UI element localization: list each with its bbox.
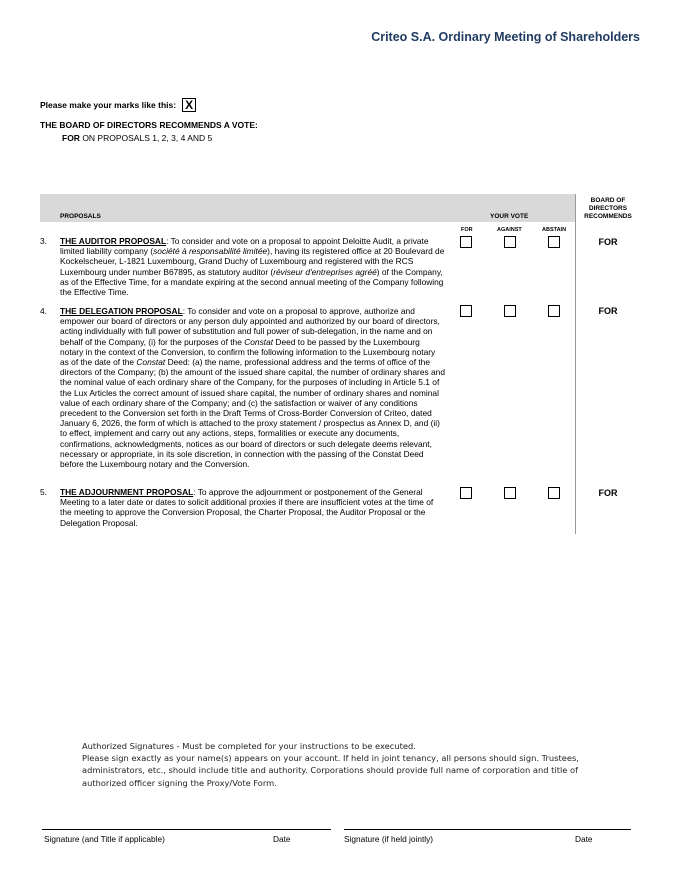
- proposal-body-italic: société à responsabilité limitée: [153, 246, 268, 257]
- board-header-line: BOARD OF: [590, 197, 626, 204]
- for-word: FOR: [62, 133, 80, 143]
- proposal-3-against-checkbox[interactable]: [504, 236, 516, 248]
- proposal-5-recommendation: FOR: [598, 488, 618, 498]
- proposal-text: [60, 236, 445, 297]
- board-recommends-column-header: [578, 197, 638, 221]
- proposal-4: [40, 306, 445, 469]
- proposal-5-against-checkbox[interactable]: [504, 487, 516, 499]
- proposal-4-for-checkbox[interactable]: [460, 305, 472, 317]
- proposal-body-italic: Constat: [136, 357, 166, 368]
- proposal-4-recommendation: FOR: [598, 306, 618, 316]
- proposals-column-header: PROPOSALS: [60, 213, 101, 220]
- proposal-body: ), having its registered office at 20 Boulevard de Kockelscheuer, L-1821 Luxembourg, Grand Duchy of Luxembourg and registered with the RCS Luxembourg under number B67895, as statutory auditor (: [60, 246, 445, 277]
- proposal-number: 3.: [40, 236, 47, 246]
- board-recommends-heading: THE BOARD OF DIRECTORS RECOMMENDS A VOTE:: [40, 120, 258, 130]
- proposal-text: [60, 487, 445, 528]
- proposal-title: THE DELEGATION PROPOSAL: [60, 306, 183, 316]
- board-header-line: RECOMMENDS: [584, 213, 632, 220]
- date-label-2: Date: [575, 834, 593, 844]
- abstain-column-label: ABSTAIN: [542, 227, 567, 233]
- proposal-3-recommendation: FOR: [598, 237, 618, 247]
- proposal-text: [60, 306, 445, 469]
- proposal-3-for-checkbox[interactable]: [460, 236, 472, 248]
- proposal-3-abstain-checkbox[interactable]: [548, 236, 560, 248]
- your-vote-column-header: YOUR VOTE: [490, 213, 529, 220]
- for-column-label: FOR: [461, 227, 473, 233]
- proposal-body: Deed: (a) the name, professional address and the terms of office of the directors of the Company; (b) the amount of the issued share capital, the number of ordinary shares and the nominal value of each ordinary share of the Company, for the purposes of including in Article 5.1 of the Lux Articles the correct amount of issued share capital, the number of ordinary shares and nominal value of each ordinary share of the Company; and (c) the satisfaction or waiver of any conditions precedent to the Conversion set forth in the Draft Terms of Cross-Border Conversion of Criteo, dated January 6, 2026, the form of which is attached to the proxy statement / prospectus as Annex D, and (ii) to effect, implement and carry out any actions, steps, formalities or execute any documents, confirmations, acknowledgments, notices as our board of directors or such delegate deems relevant, necessary or appropriate, in its sole discretion, in connection with the passing of the Constat Deed before the Luxembourg notary and the Conversion.: [60, 357, 445, 470]
- signature-note-line: Authorized Signatures - Must be completed for your instructions to be executed.: [82, 741, 416, 751]
- proposal-5: [40, 487, 445, 528]
- document-title: Criteo S.A. Ordinary Meeting of Shareholders: [371, 30, 640, 44]
- signature-note-paragraph: Please sign exactly as your name(s) appears on your account. If held in joint tenancy, all persons should sign. Trustees, administrators, etc., should include title and authority. Corporations should provide full name of corporation and title of authorized officer signing the Proxy/Vote Form.: [82, 753, 579, 788]
- proposal-number: 4.: [40, 306, 47, 316]
- proposal-4-abstain-checkbox[interactable]: [548, 305, 560, 317]
- marks-instruction: [40, 98, 196, 112]
- against-column-label: AGAINST: [497, 227, 522, 233]
- signature-label-2: Signature (if held jointly): [344, 834, 434, 844]
- proposal-number: 5.: [40, 487, 47, 497]
- example-mark-icon: X: [182, 98, 196, 112]
- signature-line-2[interactable]: [344, 829, 631, 830]
- board-header-line: DIRECTORS: [588, 205, 628, 212]
- proposal-body: Deed to be passed by the Luxembourg notary in the context of the Conversion, to confirm the following information to the Luxembourg notary as of the date of the: [60, 336, 436, 368]
- authorized-signatures-note: [82, 740, 602, 789]
- proposal-body: : To consider and vote on a proposal to appoint Deloitte Audit, a private limited liability company (: [60, 236, 429, 257]
- marks-label: Please make your marks like this:: [40, 100, 177, 110]
- for-rest: ON PROPOSALS 1, 2, 3, 4 AND 5: [79, 133, 213, 143]
- proposal-5-for-checkbox[interactable]: [460, 487, 472, 499]
- proposal-5-abstain-checkbox[interactable]: [548, 487, 560, 499]
- signature-label-1: Signature (and Title if applicable): [44, 834, 165, 844]
- recommendation-summary: [62, 133, 212, 143]
- proposal-4-against-checkbox[interactable]: [504, 305, 516, 317]
- proposal-body: ) of the Company, as of the Effective Time, for a mandate expiring at the second annual meeting of the Company following the Effective Time.: [60, 266, 444, 298]
- proposal-title: THE AUDITOR PROPOSAL: [60, 236, 167, 246]
- proposal-3: [40, 236, 445, 297]
- signature-line-1[interactable]: [42, 829, 331, 830]
- proposal-title: THE ADJOURNMENT PROPOSAL: [60, 487, 194, 497]
- proposal-body-italic: Constat: [244, 336, 274, 347]
- proposal-body: : To approve the adjournment or postponement of the General Meeting to a later date or dates to solicit additional proxies if there are insufficient votes at the time of the meeting to approve the Conversion Proposal, the Charter Proposal, the Auditor Proposal or the Delegation Proposal.: [60, 487, 434, 528]
- column-divider: [575, 194, 576, 534]
- proposal-body: : To consider and vote on a proposal to approve, authorize and empower our board of directors or any person duly appointed and authorized by our board of directors, acting individually with full power of substitution and full power of sub-delegation, in the name and on behalf of the Company, (i) for the purposes of the: [60, 306, 440, 347]
- proposal-body-italic: réviseur d'entreprises agréé: [273, 266, 377, 277]
- date-label-1: Date: [273, 834, 291, 844]
